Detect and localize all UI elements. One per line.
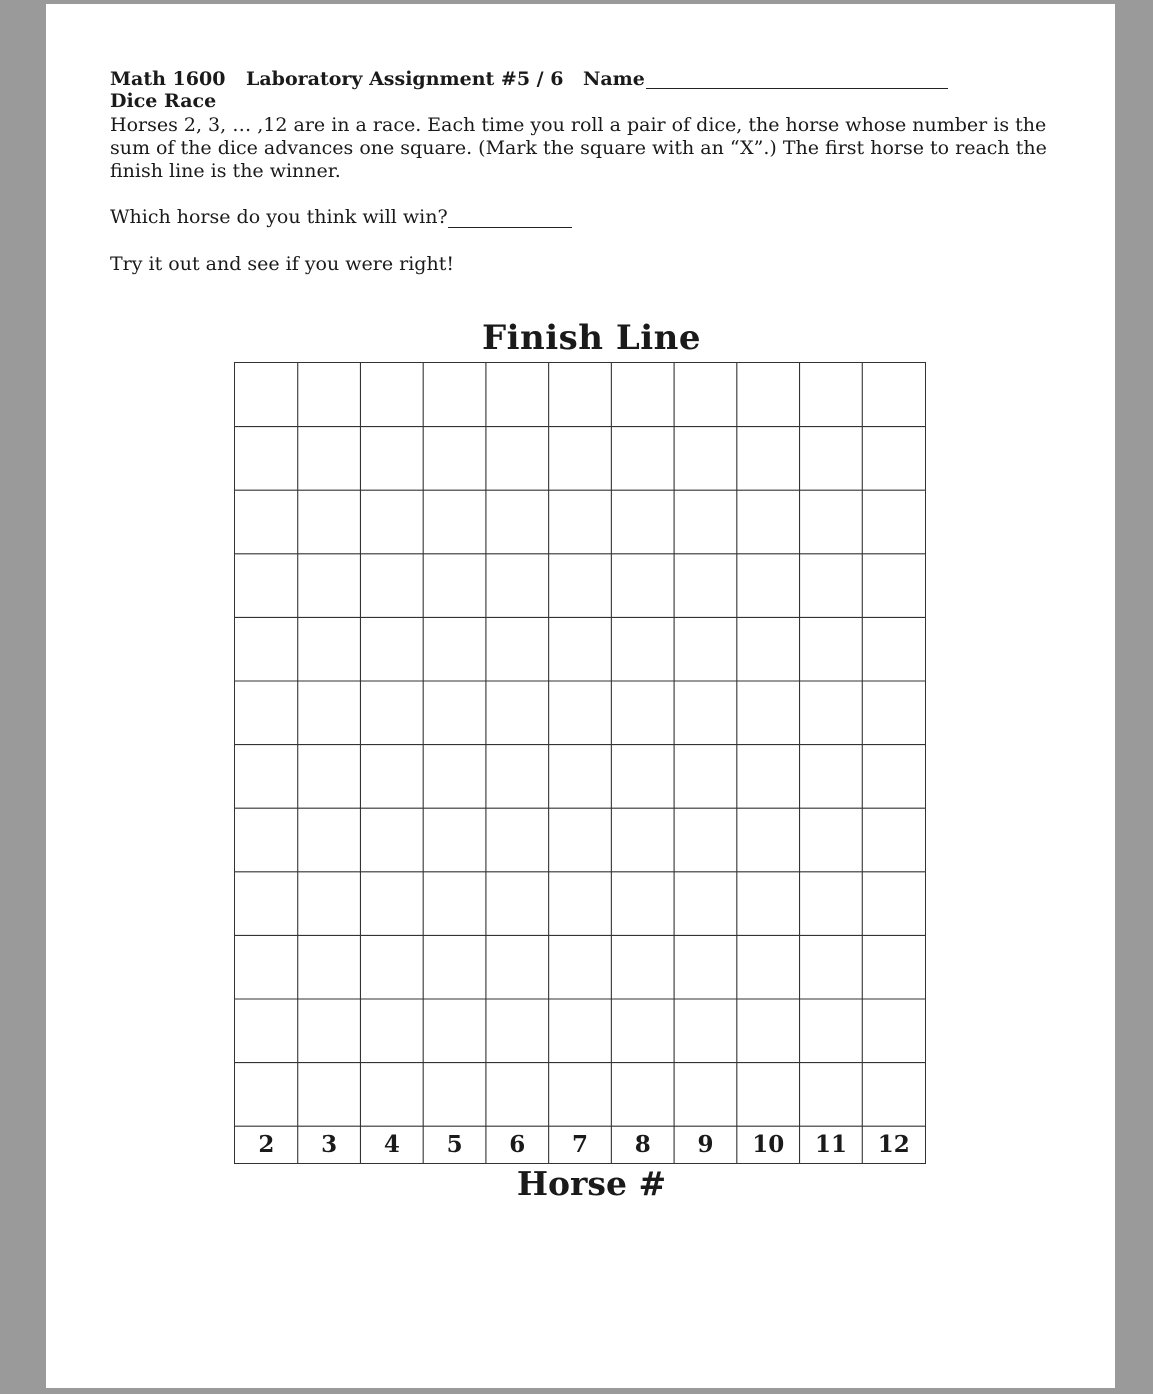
horse-number-heading: Horse #: [516, 1164, 667, 1203]
horse-number-row: [235, 1126, 925, 1164]
assignment-title: Laboratory Assignment #5 / 6: [246, 68, 564, 90]
race-grid-lines: [235, 363, 925, 1163]
worksheet-page: [46, 4, 1115, 1388]
race-grid: [234, 362, 926, 1164]
horse-number-10: 10: [752, 1131, 785, 1158]
horse-number-8: 8: [634, 1131, 651, 1158]
course-title: Math 1600: [110, 68, 226, 90]
name-blank-line[interactable]: [646, 88, 948, 89]
horse-number-2: 2: [258, 1131, 275, 1158]
try-it-text: Try it out and see if you were right!: [110, 253, 454, 275]
horse-number-9: 9: [697, 1131, 714, 1158]
prediction-question: Which horse do you think will win?: [110, 206, 448, 228]
horse-number-12: 12: [877, 1131, 910, 1158]
prediction-answer-blank[interactable]: [448, 227, 572, 228]
horse-number-4: 4: [383, 1131, 400, 1158]
horse-number-5: 5: [446, 1131, 463, 1158]
horse-number-11: 11: [814, 1131, 847, 1158]
worksheet-title: Dice Race: [110, 90, 217, 112]
horse-number-3: 3: [321, 1131, 338, 1158]
horse-number-6: 6: [509, 1131, 526, 1158]
instructions-text: Horses 2, 3, … ,12 are in a race. Each time you roll a pair of dice, the horse whose number is the sum of the dice advances one square. (Mark the square with an “X”.) The first horse to reach the finish line is the winner.: [110, 114, 1047, 182]
horse-number-7: 7: [572, 1131, 589, 1158]
name-label: Name: [583, 68, 645, 90]
finish-line-heading: Finish Line: [481, 318, 702, 358]
